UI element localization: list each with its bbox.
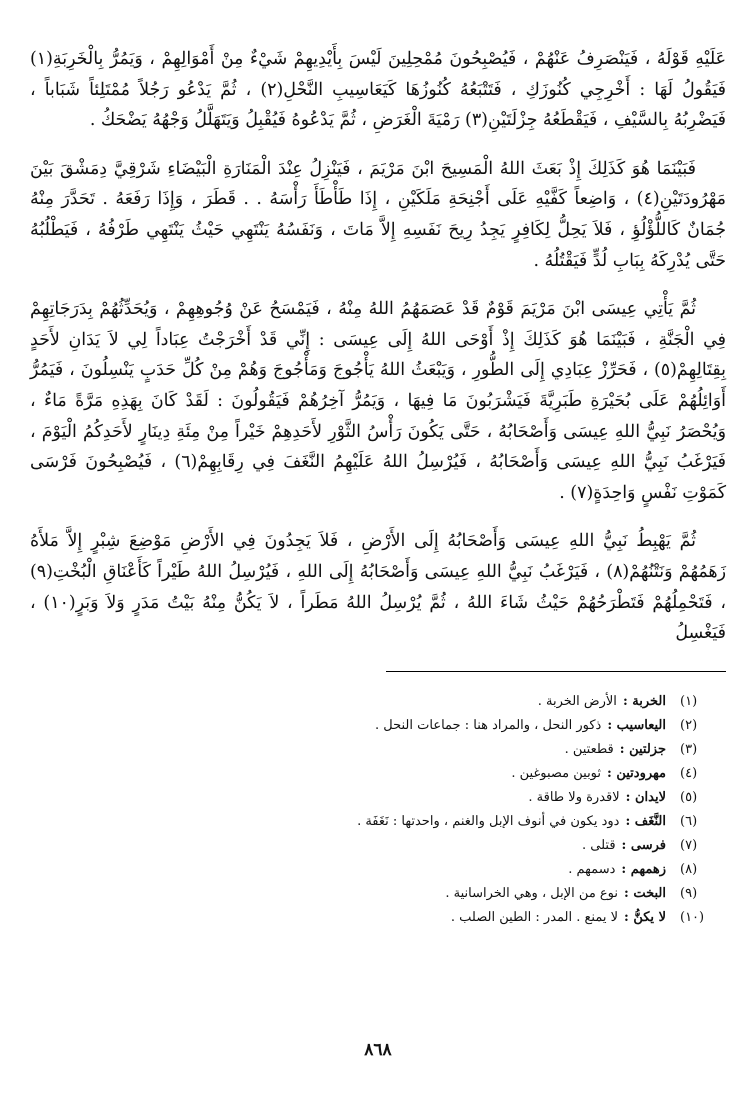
footnote-term: زهمهم :: [621, 861, 666, 877]
footnote-number: (٥): [680, 789, 698, 805]
footnote-term: اليعاسيب :: [607, 717, 666, 733]
footnote: [30, 834, 726, 858]
footnote-number: (٢): [680, 717, 698, 733]
footnote-term: البخت :: [624, 885, 666, 901]
footnote: [30, 690, 726, 714]
footnote-gloss: ذكور النحل ، والمراد هنا : جماعات النحل .: [375, 717, 602, 733]
footnote-divider: [386, 671, 726, 672]
footnote: [30, 786, 726, 810]
footnote-gloss: دسمهم .: [568, 861, 616, 877]
paragraph-3: ثُمَّ يَأْتِي عِيسَى ابْنَ مَرْيَمَ قَوْمٌ قَدْ عَصَمَهُمُ اللهُ مِنْهُ ، فَيَمْسَحُ عَنْ وُجُوهِهِمْ ، وَيُحَدِّثُهُمْ بِدَرَجَاتِهِمْ فِي الْجَنَّةِ ، فَبَيْنَمَا هُوَ كَذَلِكَ إِذْ أَوْحَى اللهُ إِلَى عِيسَى : إِنِّي قَدْ أَخْرَجْتُ عِبَاداً لِي لاَ يَدَانِ لأَحَدٍ بِقِتَالِهِمْ(٥) ، فَحَرِّزْ عِبَادِي إِلَى الطُّورِ ، وَيَبْعَثُ اللهُ يَأْجُوجَ وَمَأْجُوجَ وَهُمْ مِنْ كُلِّ حَدَبٍ يَنْسِلُونَ ، فَيَمُرُّ أَوَائِلُهُمْ عَلَى بُحَيْرَةِ طَبَرِيَّةَ فَيَشْرَبُونَ مَا فِيهَا ، وَيَمُرُّ آخِرُهُمْ فَيَقُولُونَ : لَقَدْ كَانَ بِهَذِهِ مَرَّةً مَاءٌ ، وَيُحْصَرُ نَبِيُّ اللهِ عِيسَى وَأَصْحَابُهُ ، حَتَّى يَكُونَ رَأْسُ الثَّوْرِ لأَحَدِهِمْ خَيْراً مِنْ مِئَةِ دِينَارٍ لأَحَدِكُمُ الْيَوْمَ ، فَيَرْغَبُ نَبِيُّ اللهِ عِيسَى وَأَصْحَابُهُ ، فَيُرْسِلُ اللهُ عَلَيْهِمُ النَّغَفَ فِي رِقَابِهِمْ(٦) ، فَيُصْبِحُونَ فَرْسَى كَمَوْتِ نَفْسٍ وَاحِدَةٍ(٧) .: [30, 299, 726, 503]
footnote-term: لا يكنُّ :: [624, 909, 666, 925]
footnote-gloss: نوع من الإبل ، وهي الخراسانية .: [445, 885, 619, 901]
footnotes: [30, 690, 726, 930]
footnote-term: لايدان :: [625, 789, 666, 805]
paragraph-1: عَلَيْهِ قَوْلَهُ ، فَيَنْصَرِفُ عَنْهُمْ ، فَيُصْبِحُونَ مُمْحِلِينَ لَيْسَ بِأَيْدِيهِمْ شَيْءٌ مِنْ أَمْوَالِهِمْ ، وَيَمُرُّ بِالْخَرِبَةِ(١) فَيَقُولُ لَهَا : أَخْرِجِي كُنُوزَكِ ، فَتَتْبَعُهُ كُنُوزُهَا كَيَعَاسِيبِ النَّحْلِ(٢) ، ثُمَّ يَدْعُو رَجُلاً مُمْتَلِئاً شَبَاباً ، فَيَضْرِبُهُ بِالسَّيْفِ ، فَيَقْطَعُهُ جِزْلَتَيْنِ(٣) رَمْيَةَ الْغَرَضِ ، ثُمَّ يَدْعُوهُ فَيُقْبِلُ وَيَتَهَلَّلُ وَجْهُهُ يَضْحَكُ .: [30, 49, 726, 131]
footnote-term: النَّغَف :: [625, 813, 666, 829]
footnote-gloss: لا يمنع . المدر : الطين الصلب .: [450, 909, 619, 925]
footnote-gloss: قتلى .: [582, 837, 616, 853]
paragraph-2: فَبَيْنَمَا هُوَ كَذَلِكَ إِذْ بَعَثَ اللهُ الْمَسِيحَ ابْنَ مَرْيَمَ ، فَيَنْزِلُ عِنْدَ الْمَنَارَةِ الْبَيْضَاءِ شَرْقِيَّ دِمَشْقَ بَيْنَ مَهْرُودَتَيْنِ(٤) ، وَاضِعاً كَفَّيْهِ عَلَى أَجْنِحَةِ مَلَكَيْنِ ، إِذَا طَأْطَأَ رَأْسَهُ . . قَطَرَ ، وَإِذَا رَفَعَهُ . تَحَدَّرَ مِنْهُ جُمَانٌ كَاللُّؤْلُؤِ ، فَلاَ يَحِلُّ لِكَافِرٍ يَجِدُ رِيحَ نَفَسِهِ إِلاَّ مَاتَ ، وَنَفَسُهُ يَنْتَهِي حَيْثُ يَنْتَهِي طَرْفُهُ ، فَيَطْلُبُهُ حَتَّى يُدْرِكَهُ بِبَابِ لُدٍّ فَيَقْتُلُهُ .: [30, 158, 726, 271]
footnote-number: (٦): [680, 813, 698, 829]
footnote-gloss: ثوبين مصبوغين .: [511, 765, 602, 781]
footnote: [30, 858, 726, 882]
footnote-number: (٧): [680, 837, 698, 853]
main-text: [30, 44, 726, 649]
footnote-number: (٤): [680, 765, 698, 781]
footnote-gloss: دود يكون في أنوف الإبل والغنم ، واحدتها : نَغَفَة .: [357, 813, 620, 829]
footnote-term: الخربة :: [622, 693, 666, 709]
footnote: [30, 906, 726, 930]
footnote-gloss: الأرض الخربة .: [537, 693, 617, 709]
footnote-number: (١): [680, 693, 698, 709]
page-number: ٨٦٨: [364, 1040, 392, 1060]
footnote-number: (٨): [680, 861, 698, 877]
paragraph-4: ثُمَّ يَهْبِطُ نَبِيُّ اللهِ عِيسَى وَأَصْحَابُهُ إِلَى الأَرْضِ ، فَلاَ يَجِدُونَ فِي الأَرْضِ مَوْضِعَ شِبْرٍ إِلاَّ مَلأَهُ زَهَمُهُمْ وَنَتْنُهُمْ(٨) ، فَيَرْغَبُ نَبِيُّ اللهِ عِيسَى وَأَصْحَابُهُ إِلَى اللهِ ، فَيُرْسِلُ اللهُ طَيْراً كَأَعْنَاقِ الْبُخْتِ(٩) ، فَتَحْمِلُهُمْ فَتَطْرَحُهُمْ حَيْثُ شَاءَ اللهُ ، ثُمَّ يُرْسِلُ اللهُ مَطَراً ، لاَ يَكُنُّ مِنْهُ بَيْتُ مَدَرٍ وَلاَ وَبَرٍ(١٠) ، فَيَغْسِلُ: [30, 531, 726, 644]
footnote: [30, 738, 726, 762]
footnote: [30, 714, 726, 738]
footnote-number: (٣): [680, 741, 698, 757]
footnote-gloss: لاقدرة ولا طاقة .: [528, 789, 620, 805]
footnote-term: جزلتين :: [619, 741, 666, 757]
footnote-number: (٩): [680, 885, 698, 901]
footnote-term: فرسى :: [621, 837, 666, 853]
footnote-gloss: قطعتين .: [564, 741, 614, 757]
footnote: [30, 882, 726, 906]
footnote-term: مهرودتين :: [607, 765, 666, 781]
footnote-number: (١٠): [680, 909, 705, 925]
footnote: [30, 810, 726, 834]
footnote: [30, 762, 726, 786]
